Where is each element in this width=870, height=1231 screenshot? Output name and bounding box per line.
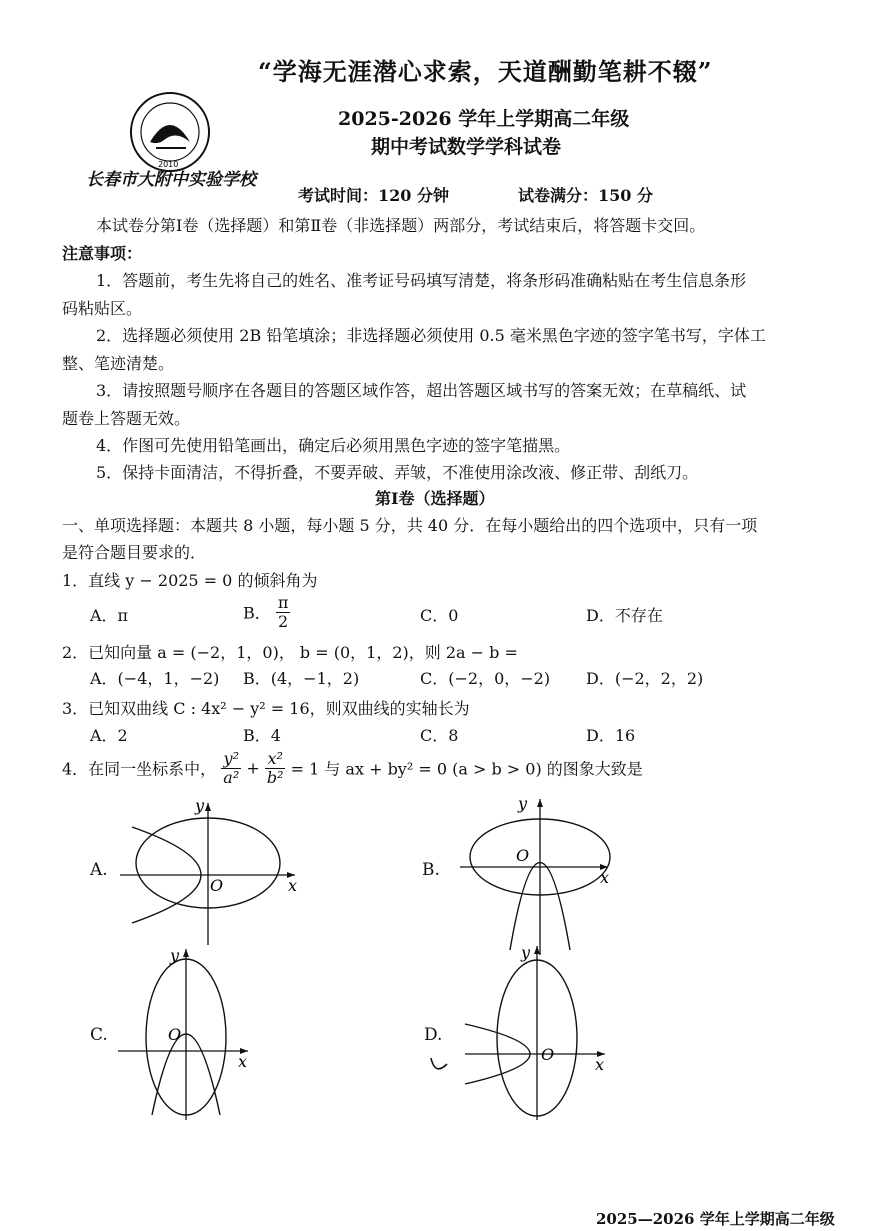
- q2-option-d: D．(−2，2，2): [586, 669, 704, 688]
- graph-c-x-label: x: [238, 1052, 248, 1071]
- graph-c: [118, 945, 258, 1120]
- graph-c-y-label: y: [170, 946, 180, 965]
- q2-option-c: C．(−2，0，−2): [420, 669, 551, 688]
- question-1-stem: 1．直线 y − 2025 = 0 的倾斜角为: [62, 571, 318, 590]
- graph-d: [425, 940, 615, 1120]
- graph-a-x-label: x: [288, 876, 298, 895]
- graph-a-origin: O: [210, 876, 224, 895]
- q3-option-b: B．4: [243, 726, 281, 745]
- notes-heading: 注意事项：: [62, 244, 143, 263]
- graph-d-x-label: x: [595, 1055, 605, 1074]
- exam-title-line1: 2025-2026 学年上学期高二年级: [338, 108, 630, 130]
- note-line: 4．作图可先使用铅笔画出，确定后必须用黑色字迹的签字笔描黑。: [96, 436, 571, 455]
- q4-frac2-den: b²: [266, 767, 284, 787]
- exam-time: 考试时间：120 分钟: [298, 186, 449, 205]
- part1-instruction-cont: 是符合题目要求的．: [62, 543, 207, 562]
- part1-instruction: 一、单项选择题：本题共 8 小题，每小题 5 分，共 40 分．在每小题给出的四个选项中，只有一项: [62, 516, 758, 535]
- q3-option-a: A．2: [90, 726, 128, 745]
- q1-option-d: D．不存在: [586, 606, 663, 625]
- graph-a-y-label: y: [195, 796, 205, 815]
- graph-a-label: A.: [90, 860, 108, 880]
- question-4-stem: [62, 750, 643, 786]
- graph-d-mark: [431, 1058, 447, 1069]
- graph-a: [120, 795, 310, 945]
- q3-option-d: D．16: [586, 726, 636, 745]
- note-line: 5．保持卡面清洁，不得折叠，不要弄破、弄皱，不准使用涂改液、修正带、刮纸刀。: [96, 463, 699, 482]
- note-line: 3．请按照题号顺序在各题目的答题区域作答，超出答题区域书写的答案无效；在草稿纸、试: [96, 381, 747, 400]
- q1-option-b-num: π: [277, 593, 289, 612]
- logo-year: 2010: [158, 160, 179, 169]
- graph-d-origin: O: [541, 1045, 555, 1064]
- q1-option-b-den: 2: [278, 611, 289, 631]
- note-line: 码粘贴区。: [62, 299, 143, 318]
- graph-d-label: D.: [424, 1025, 443, 1045]
- graph-c-label: C.: [90, 1025, 108, 1045]
- q3-option-c: C．8: [420, 726, 459, 745]
- q1-option-b: [243, 594, 290, 630]
- q4-plus: +: [246, 758, 260, 778]
- note-line: 整、笔迹清楚。: [62, 354, 175, 373]
- q1-option-b-prefix: B．: [243, 603, 271, 623]
- school-logo: [128, 90, 212, 174]
- page-footer: 2025—2026 学年上学期高二年级: [596, 1210, 835, 1228]
- note-line: 2．选择题必须使用 2B 铅笔填涂；非选择题必须使用 0.5 毫米黑色字迹的签字笔书写，字体工: [96, 326, 766, 345]
- graph-b-x-label: x: [600, 868, 610, 887]
- question-2-stem: 2．已知向量 a = (−2，1，0)， b = (0，1，2)，则 2a − b =: [62, 643, 518, 662]
- intro-text: 本试卷分第Ⅰ卷（选择题）和第Ⅱ卷（非选择题）两部分，考试结束后，将答题卡交回。: [96, 216, 706, 235]
- motto: “学海无涯潜心求索，天道酬勤笔耕不辍”: [258, 57, 713, 86]
- q4-frac1-num: y²: [221, 750, 241, 769]
- school-name: 长春市大附中实验学校: [86, 170, 256, 190]
- q1-option-a: A．π: [90, 606, 129, 625]
- graph-b-origin: O: [516, 846, 530, 865]
- q4-frac1-den: a²: [223, 767, 240, 787]
- q4-prefix: 4．在同一坐标系中，: [62, 759, 217, 779]
- graph-c-origin: O: [168, 1025, 182, 1044]
- graph-b-y-label: y: [518, 795, 528, 813]
- exam-title-line2: 期中考试数学学科试卷: [371, 136, 562, 158]
- q4-suffix: = 1 与 ax + by² = 0 (a > b > 0) 的图象大致是: [290, 759, 643, 779]
- section-title: 第Ⅰ卷（选择题）: [375, 489, 495, 508]
- graph-d-y-label: y: [521, 943, 531, 962]
- q4-frac2-num: x²: [265, 750, 286, 769]
- q2-option-a: A．(−4，1，−2): [90, 669, 220, 688]
- note-line: 题卷上答题无效。: [62, 409, 191, 428]
- graph-b-label: B.: [422, 860, 440, 880]
- q2-option-b: B．(4，−1，2): [243, 669, 360, 688]
- note-line: 1．答题前，考生先将自己的姓名、准考证号码填写清楚，将条形码准确粘贴在考生信息条形: [96, 271, 747, 290]
- full-score: 试卷满分：150 分: [518, 186, 653, 205]
- graph-b: [460, 795, 620, 955]
- q1-option-c: C．0: [420, 606, 459, 625]
- question-3-stem: 3．已知双曲线 C : 4x² − y² = 16，则双曲线的实轴长为: [62, 699, 470, 718]
